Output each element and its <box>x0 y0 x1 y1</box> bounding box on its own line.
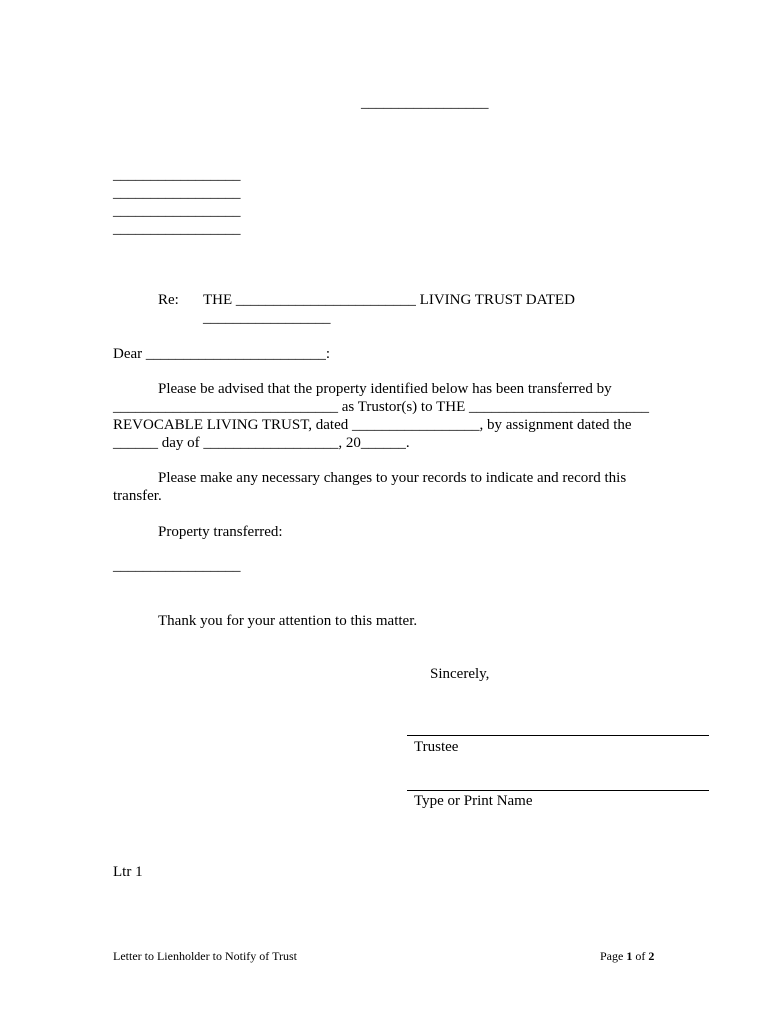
trustee-label: Trustee <box>414 739 459 755</box>
trustee-signature-line <box>407 735 709 736</box>
re-label: Re: <box>158 292 179 308</box>
address-line-4: _________________ <box>113 221 241 237</box>
footer-title: Letter to Lienholder to Notify of Trust <box>113 949 297 963</box>
paragraph-2-line-2: transfer. <box>113 488 162 504</box>
date-line: _________________ <box>361 95 489 111</box>
salutation: Dear ________________________: <box>113 346 331 362</box>
property-transferred-label: Property transferred: <box>158 524 283 540</box>
paragraph-1-line-1: Please be advised that the property identified below has been transferred by <box>158 381 612 397</box>
address-line-3: _________________ <box>113 203 241 219</box>
footer-page-total: 2 <box>648 949 655 963</box>
address-line-2: _________________ <box>113 185 241 201</box>
footer-page-prefix: Page <box>600 949 627 963</box>
closing: Sincerely, <box>430 666 490 682</box>
paragraph-2-line-1: Please make any necessary changes to your records to indicate and record this <box>158 470 627 486</box>
paragraph-1-line-2: ______________________________ as Trustor(s) to THE ________________________ <box>113 399 649 415</box>
footer-page-of: of <box>632 949 649 963</box>
re-line-1: THE ________________________ LIVING TRUST DATED <box>203 292 575 308</box>
re-line-2: _________________ <box>203 310 331 326</box>
paragraph-1-line-3: REVOCABLE LIVING TRUST, dated _________________, by assignment dated the <box>113 417 632 433</box>
address-line-1: _________________ <box>113 167 241 183</box>
print-name-label: Type or Print Name <box>414 793 533 809</box>
letter-code: Ltr 1 <box>113 864 143 880</box>
thank-you-line: Thank you for your attention to this matter. <box>158 613 418 629</box>
footer-page-number <box>600 949 654 963</box>
paragraph-1-line-4: ______ day of __________________, 20______. <box>113 435 410 451</box>
print-name-line <box>407 790 709 791</box>
property-line: _________________ <box>113 558 241 574</box>
footer-page-current: 1 <box>626 949 633 963</box>
